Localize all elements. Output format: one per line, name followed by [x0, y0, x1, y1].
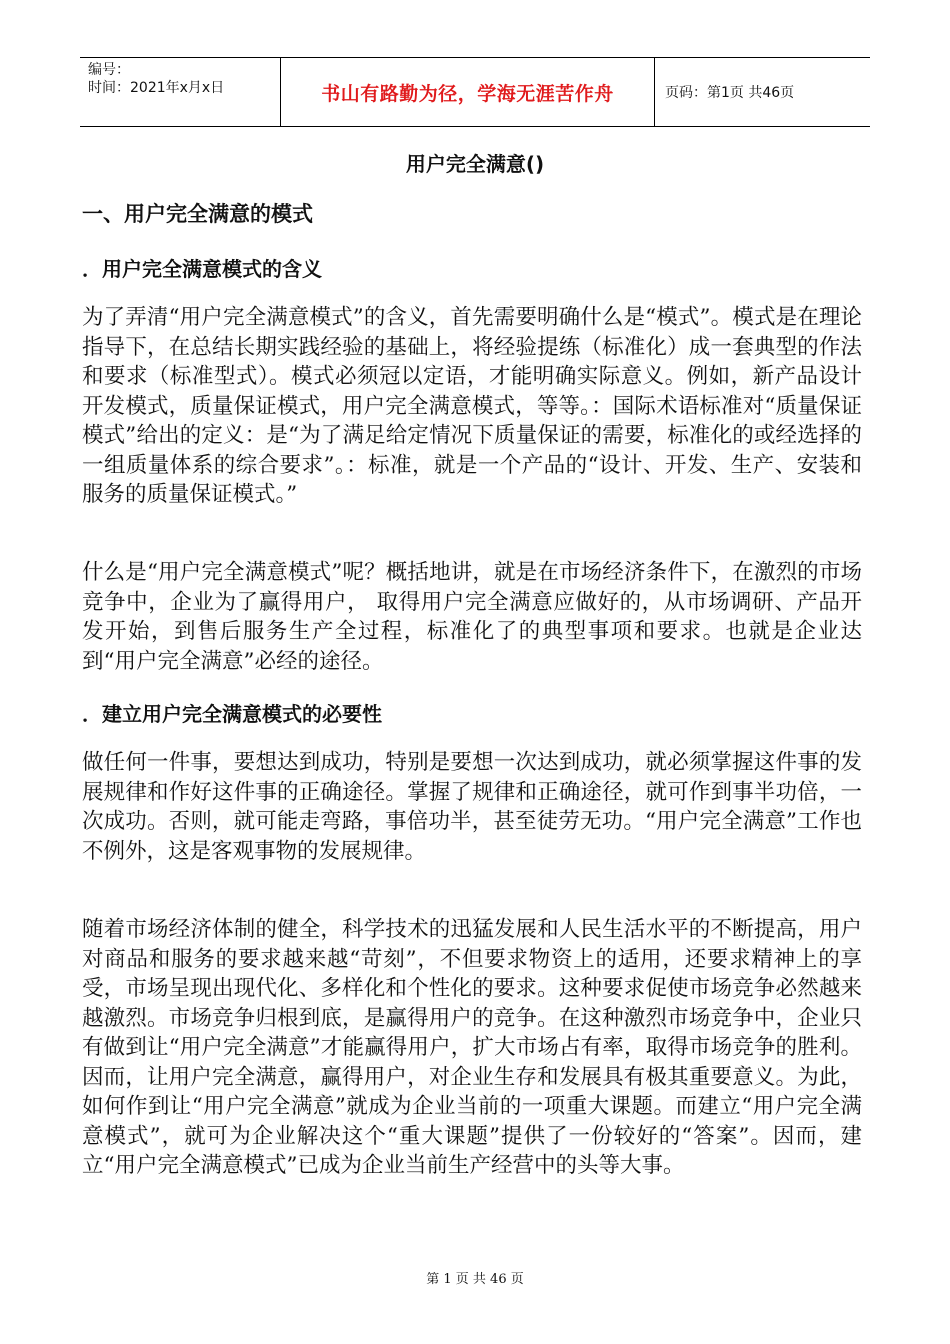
paragraph-necessity-2: 随着市场经济体制的健全，科学技术的迅猛发展和人民生活水平的不断提高，用户对商品和服务的要求越来越“苛刻”，不但要求物资上的适用，还要求精神上的享受，市场呈现出现代化、多样化和个性化的要求。这种要求促使市场竞争必然越来越激烈。市场竞争归根到底，是赢得用户的竞争。在这种激烈市场竞争中，企业只有做到让“用户完全满意”才能赢得用户，扩大市场占有率，取得市场竞争的胜利。因而，让用户完全满意，赢得用户，对企业生存和发展具有极其重要意义。为此，如何作到让“用户完全满意”就成为企业当前的一项重大课题。而建立“用户完全满意模式”，就可为企业解决这个“重大课题”提供了一份较好的“答案”。因而，建立“用户完全满意模式”已成为企业当前生产经营中的头等大事。: [82, 917, 862, 1178]
subsection-heading-meaning: ．用户完全满意模式的含义: [82, 257, 322, 281]
paragraph-necessity-1: 做任何一件事，要想达到成功，特别是要想一次达到成功，就必须掌握这件事的发展规律和作好这件事的正确途径。掌握了规律和正确途径，就可作到事半功倍，一次成功。否则，就可能走弯路，事倍功半，甚至徒劳无功。“用户完全满意”工作也不例外，这是客观事物的发展规律。: [82, 750, 862, 864]
page-info: 页码：第1页 共46页: [665, 85, 795, 101]
section-heading: 一、用户完全满意的模式: [82, 202, 313, 226]
date-label: 时间：2021年x月x日: [88, 80, 225, 96]
header-motto-cell: [281, 58, 655, 126]
paragraph-meaning-2: 什么是“用户完全满意模式”呢？概括地讲，就是在市场经济条件下，在激烈的市场竞争中，企业为了赢得用户， 取得用户完全满意应做好的，从市场调研、产品开发开始，到售后服务生产全过程，标准化了的典型事项和要求。也就是企业达到“用户完全满意”必经的途径。: [82, 560, 862, 674]
page-footer: 第 1 页 共 46 页: [426, 1272, 524, 1287]
header-page-cell: [655, 58, 870, 126]
subsection-heading-necessity: ．建立用户完全满意模式的必要性: [82, 702, 382, 726]
document-title: 用户完全满意(): [405, 152, 545, 176]
number-label: 编号：: [88, 62, 130, 78]
header-meta-cell: [80, 58, 281, 126]
motto-text: 书山有路勤为径，学海无涯苦作舟: [321, 82, 614, 105]
paragraph-meaning-1: 为了弄清“用户完全满意模式”的含义，首先需要明确什么是“模式”。模式是在理论指导下，在总结长期实践经验的基础上，将经验提练（标准化）成一套典型的作法和要求（标准型式）。模式必须冠以定语，才能明确实际意义。例如，新产品设计开发模式，质量保证模式，用户完全满意模式，等等。：国际术语标准对“质量保证模式”给出的定义：是“为了满足给定情况下质量保证的需要，标准化的或经选择的一组质量体系的综合要求”。：标准，就是一个产品的“设计、开发、生产、安装和服务的质量保证模式。”: [82, 305, 862, 507]
header-table: [80, 57, 870, 127]
